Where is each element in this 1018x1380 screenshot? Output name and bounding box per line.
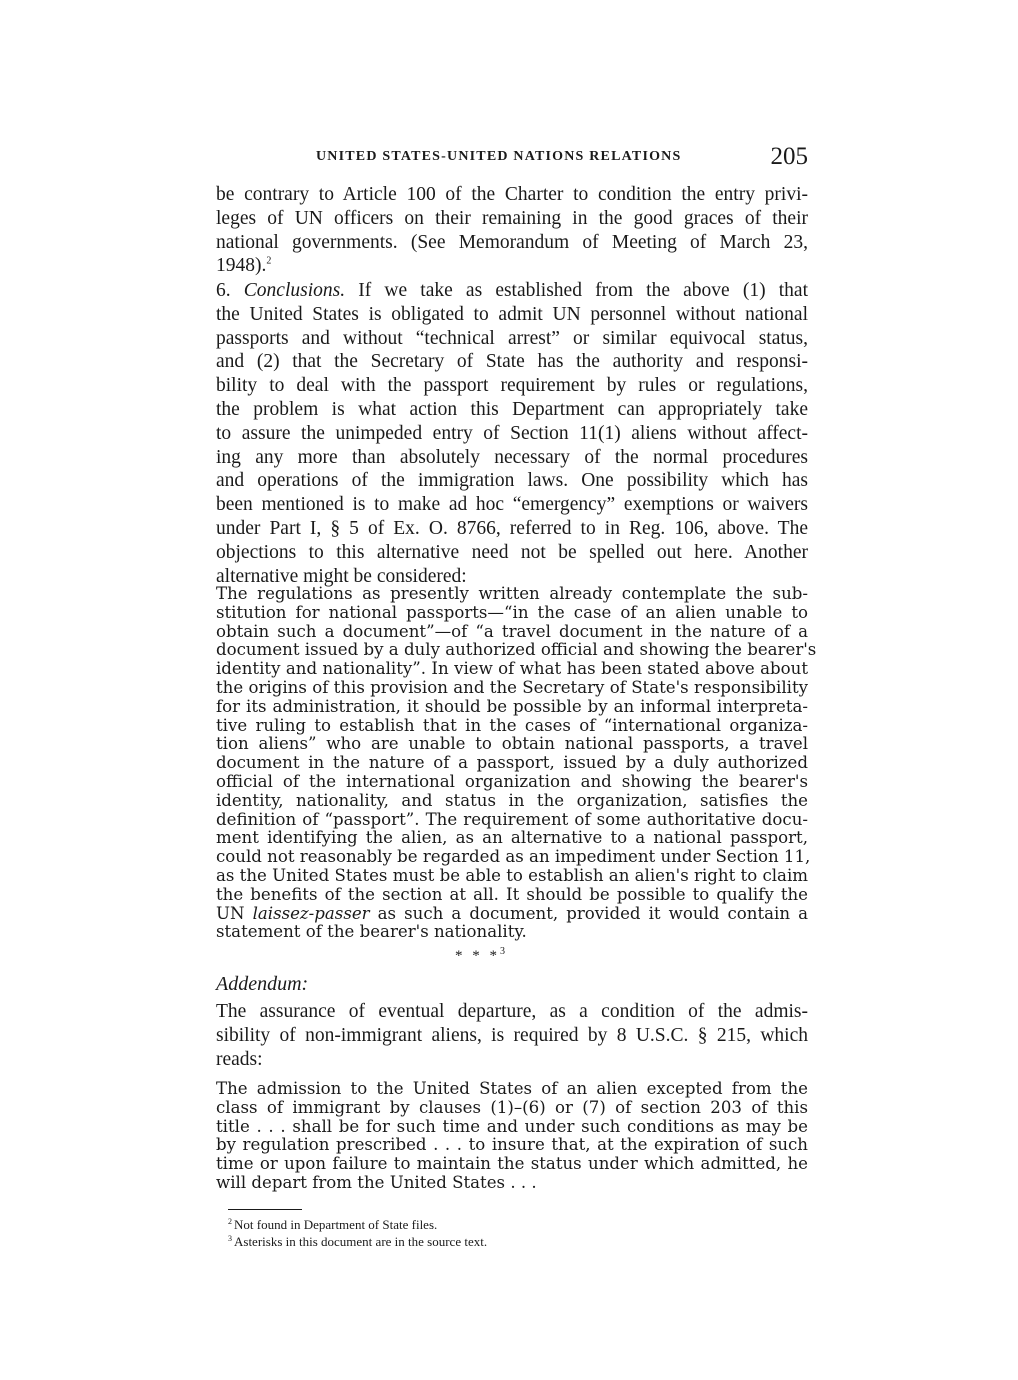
- text-fragment: UN: [216, 903, 253, 923]
- text-line: under Part I, § 5 of Ex. O. 8766, referred to in Reg. 106, above. The: [216, 517, 808, 539]
- footnote-mark: 2: [228, 1216, 232, 1226]
- footnote-mark: 3: [228, 1233, 232, 1243]
- text-fragment: 1948).: [216, 255, 267, 277]
- text-line: and operations of the immigration laws. One possibility which has: [216, 470, 808, 492]
- text-fragment: as such a document, provided it would contain a: [369, 903, 808, 923]
- quote-line: for its administration, it should be possible by an informal interpreta-: [216, 696, 808, 716]
- quote-line: identity, nationality, and status in the organization, satisfies the: [216, 790, 808, 810]
- text-line: national governments. (See Memorandum of Meeting of March 23,: [216, 231, 808, 253]
- text-line: alternative might be considered:: [216, 565, 467, 587]
- asterisks: * * *: [455, 948, 500, 964]
- quote-line: stitution for national passports—“in the case of an alien unable to: [216, 602, 808, 622]
- quote-line: the origins of this provision and the Secretary of State's responsibility: [216, 677, 808, 697]
- quote-line: tion aliens” who are unable to obtain national passports, a travel: [216, 734, 808, 754]
- conclusions-paragraph: [216, 279, 808, 588]
- quote-line: document in the nature of a passport, issued by a duly authorized: [216, 753, 808, 773]
- quote-line: [216, 905, 808, 924]
- text-line: to assure the unimpeded entry of Section 11(1) aliens without affect-: [216, 422, 808, 444]
- quote-line: official of the international organization and showing the bearer's: [216, 771, 808, 791]
- block-quote-regulations: [216, 584, 817, 942]
- footnote-reference: 2: [266, 255, 272, 267]
- block-quote-statute: [216, 1080, 808, 1193]
- quote-line: will depart from the United States . . .: [216, 1172, 537, 1192]
- running-head: [216, 143, 808, 173]
- text-line: objections to this alternative need not be spelled out here. Another: [216, 541, 808, 563]
- quote-line: by regulation prescribed . . . to insure that, at the expiration of such: [216, 1135, 808, 1155]
- text-line: the United States is obligated to admit UN personnel without national: [216, 303, 808, 325]
- quote-line: tive ruling to establish that in the cases of “international organiza-: [216, 715, 808, 735]
- asterisks-separator: [455, 948, 508, 965]
- footnote-text: Asterisks in this document are in the source text.: [234, 1234, 488, 1249]
- running-title: UNITED STATES-UNITED NATIONS RELATIONS: [316, 149, 682, 164]
- text-fragment: If we take as established from the above (1) that: [358, 280, 809, 301]
- section-heading: Conclusions.: [243, 280, 346, 301]
- quote-line: time or upon failure to maintain the status under which admitted, he: [216, 1154, 808, 1174]
- footnote-text: Not found in Department of State files.: [234, 1217, 438, 1232]
- quote-line: ment identifying the alien, as an alternative to a national passport,: [216, 828, 808, 848]
- quote-line: document issued by a duly authorized official and showing the bearer's: [216, 640, 817, 660]
- quote-line: could not reasonably be regarded as an impediment under Section 11,: [216, 847, 811, 867]
- text-line: [216, 279, 808, 303]
- text-line: [216, 254, 808, 278]
- text-line: The assurance of eventual departure, as a condition of the admis-: [216, 1001, 808, 1022]
- text-line: be contrary to Article 100 of the Charter to condition the entry privi-: [216, 184, 808, 205]
- paragraph-continuation: [216, 183, 808, 278]
- quote-line: The admission to the United States of an alien excepted from the: [216, 1079, 808, 1098]
- text-line: leges of UN officers on their remaining in the good graces of their: [216, 207, 808, 229]
- text-line: been mentioned is to make ad hoc “emergency” exemptions or waivers: [216, 494, 808, 516]
- text-line: the problem is what action this Department can appropriately take: [216, 398, 808, 420]
- italic-term: laissez-passer: [252, 903, 370, 923]
- footnotes: [228, 1216, 487, 1250]
- quote-line: the benefits of the section at all. It should be possible to qualify the: [216, 884, 808, 904]
- footnote-divider: [228, 1209, 302, 1210]
- quote-line: statement of the bearer's nationality.: [216, 922, 527, 942]
- text-line: passports and without “technical arrest” or similar equivocal status,: [216, 327, 808, 349]
- text-line: sibility of non-immigrant aliens, is required by 8 U.S.C. § 215, which: [216, 1024, 808, 1046]
- quote-line: definition of “passport”. The requirement of some authoritative docu-: [216, 809, 808, 829]
- text-line: reads:: [216, 1048, 263, 1070]
- quote-line: class of immigrant by clauses (1)–(6) or (7) of section 203 of this: [216, 1097, 808, 1117]
- footnote: [228, 1233, 487, 1250]
- text-line: bility to deal with the passport requirement by rules or regulations,: [216, 375, 808, 397]
- footnote-reference: 3: [500, 946, 508, 957]
- text-line: and (2) that the Secretary of State has the authority and responsi-: [216, 351, 808, 373]
- quote-line: identity and nationality”. In view of what has been stated above about: [216, 659, 808, 679]
- quote-line: title . . . shall be for such time and under such conditions as may be: [216, 1116, 808, 1136]
- text-line: ing any more than absolutely necessary of the normal procedures: [216, 446, 808, 468]
- section-number: 6.: [216, 280, 231, 301]
- page-number: 205: [770, 143, 808, 170]
- addendum-heading: Addendum:: [216, 973, 309, 995]
- footnote: [228, 1216, 487, 1233]
- quote-line: obtain such a document”—of “a travel document in the nature of a: [216, 621, 808, 641]
- quote-line: The regulations as presently written already contemplate the sub-: [216, 584, 808, 603]
- addendum-paragraph: [216, 1000, 808, 1071]
- quote-line: as the United States must be able to establish an alien's right to claim: [216, 865, 808, 885]
